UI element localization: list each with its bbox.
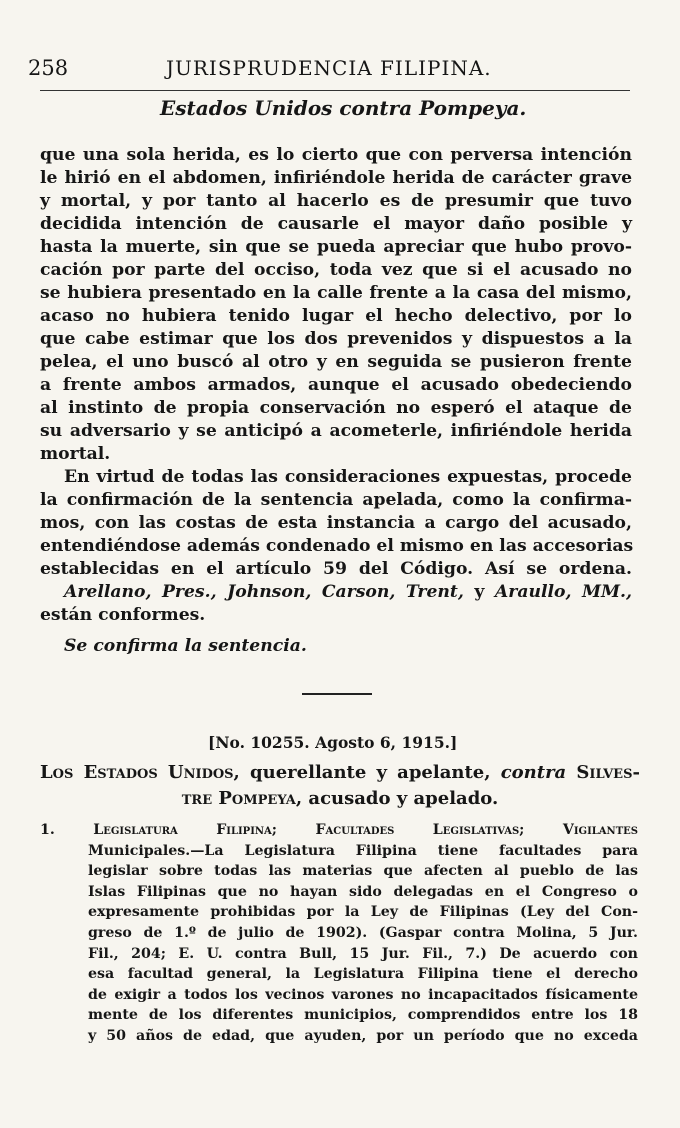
opinion-line: mortal. [40, 444, 111, 464]
syllabus-line: legislar sobre todas las materias que afecten al pueblo de las [88, 863, 638, 880]
syllabus [40, 820, 638, 1047]
concurrence-line [64, 582, 632, 602]
syllabus-line: mente de los diferentes municipios, comprendidos entre los 18 [88, 1007, 638, 1024]
party-defendant-a: Silves- [576, 762, 640, 783]
judgment-line: Se confirma la sentencia. [64, 636, 307, 656]
syllabus-line: Municipales.—La Legislatura Filipina tiene facultades para [88, 842, 638, 859]
syllabus-number: 1. [40, 822, 55, 838]
party-defendant-b: tre Pompeya, [181, 788, 303, 809]
opinion-line: se hubiera presentado en la calle frente a la casa del mismo, [40, 283, 632, 303]
opinion-line: acaso no hubiera tenido lugar el hecho delectivo, por lo [40, 306, 632, 326]
party-defendant-role: acusado y apelado. [308, 788, 499, 809]
section-divider [302, 693, 372, 695]
opinion-line: hasta la muerte, sin que se pueda apreciar que hubo provo- [40, 237, 632, 257]
party-contra: contra [500, 762, 567, 783]
parties-line-1 [40, 760, 640, 786]
concurrence-tail: están conformes. [40, 605, 206, 625]
opinion-line: pelea, el uno buscó al otro y en seguida se pusieron frente [40, 352, 632, 372]
opinion-line: al instinto de propia conservación no esperó el ataque de [40, 398, 632, 418]
opinion-line: mos, con las costas de esta instancia a cargo del acusado, [40, 513, 632, 533]
syllabus-line: greso de 1.º de julio de 1902). (Gaspar contra Molina, 5 Jur. [88, 924, 638, 941]
concurrence-conj: y [474, 582, 485, 602]
syllabus-heading-row [40, 820, 638, 841]
parties-line-2 [182, 788, 499, 809]
case-number-date: [No. 10255. Agosto 6, 1915.] [208, 733, 458, 752]
concurrence-last: Araullo, MM., [494, 582, 633, 602]
opinion-line: En virtud de todas las consideraciones expuestas, procede [64, 467, 632, 487]
syllabus-line: y 50 años de edad, que ayuden, por un período que no exceda [88, 1027, 638, 1044]
syllabus-line: de exigir a todos los vecinos varones no incapacitados físicamente [88, 986, 638, 1003]
case-title: Estados Unidos contra Pompeya. [160, 96, 527, 120]
opinion-line: y mortal, y por tanto al hacerlo es de presumir que tuvo [40, 191, 632, 211]
syllabus-heading: Legislatura Filipina; Facultades Legislativas; Vigilantes [93, 822, 638, 838]
page-number: 258 [28, 56, 69, 80]
party-plaintiff: Los Estados Unidos, [40, 762, 240, 783]
party-plaintiff-role: querellante y apelante, [250, 762, 491, 783]
case-parties [40, 760, 640, 812]
opinion-line: le hirió en el abdomen, infiriéndole herida de carácter grave [40, 168, 632, 188]
running-title: JURISPRUDENCIA FILIPINA. [166, 56, 492, 80]
opinion-line: a frente ambos armados, aunque el acusado obedeciendo [40, 375, 632, 395]
opinion-line: establecidas en el artículo 59 del Código. Así se ordena. [40, 559, 632, 579]
syllabus-line: expresamente prohibidas por la Ley de Filipinas (Ley del Con- [88, 904, 638, 921]
opinion-line: cación por parte del occiso, toda vez que si el acusado no [40, 260, 632, 280]
header-rule [40, 90, 630, 91]
syllabus-line: Islas Filipinas que no hayan sido delegadas en el Congreso o [88, 883, 638, 900]
opinion-line: la confirmación de la sentencia apelada, como la confirma- [40, 490, 632, 510]
concurrence-justices: Arellano, Pres., Johnson, Carson, Trent, [64, 582, 464, 602]
opinion-line: que cabe estimar que los dos prevenidos y dispuestos a la [40, 329, 632, 349]
opinion-line: que una sola herida, es lo cierto que con perversa intención [40, 145, 632, 165]
opinion-line: entendiéndose además condenado el mismo en las accesorias [40, 536, 634, 556]
opinion-line: su adversario y se anticipó a acometerle, infiriéndole herida [40, 421, 632, 441]
opinion-line: decidida intención de causarle el mayor daño posible y [40, 214, 632, 234]
syllabus-line: Fil., 204; E. U. contra Bull, 15 Jur. Fil., 7.) De acuerdo con [88, 945, 638, 962]
syllabus-line: esa facultad general, la Legislatura Filipina tiene el derecho [88, 966, 638, 983]
